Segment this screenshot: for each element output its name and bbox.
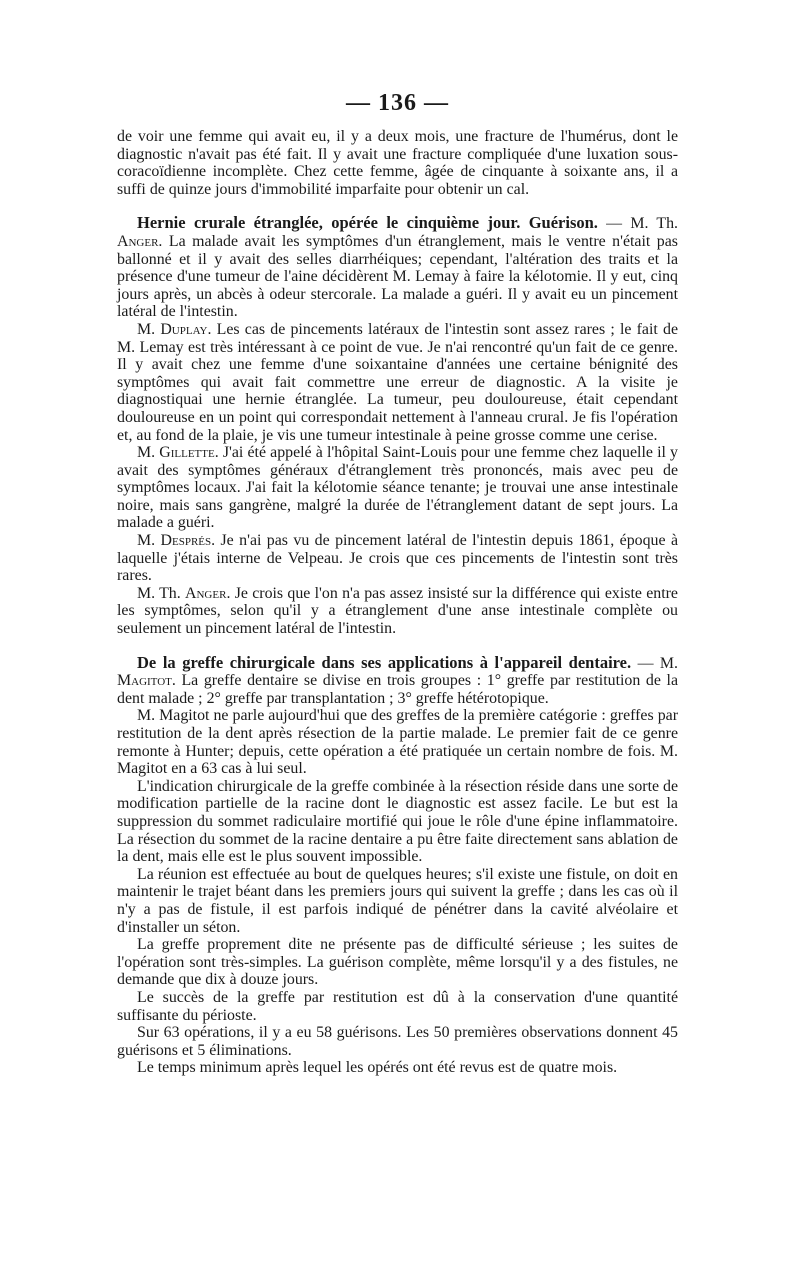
section-title-greffe: De la greffe chirurgicale dans ses applications à l'appareil dentaire. — [137, 652, 632, 672]
paragraph-greffe-proprement — [117, 936, 678, 989]
speaker-prefix: M. — [137, 444, 160, 462]
speaker-name: Anger — [185, 584, 227, 602]
paragraph-fracture-case — [117, 128, 678, 198]
page-number: — 136 — — [346, 90, 449, 116]
paragraph-text: . La malade avait les symptômes d'un étranglement, mais le ventre n'était pas ballonné et il y avait des selles diarrhéiques; cependant, l'altération des traits et la présence d'une tumeur de l'aine décidèrent M. Lemay à faire la kélotomie. Il y eut, cinq jours après, un abcès à odeur stercorale. La malade a guéri. Il y avait eu un pincement latéral de l'intestin. — [117, 232, 678, 321]
paragraph-text: M. Magitot ne parle aujourd'hui que des greffes de la première catégorie : greffes par restitution de la dent après résection de la partie malade. Le premier fait de ce genre remonte à Hunter; depuis, cette opération a été pratiquée un certain nombre de fois. M. Magitot en a 63 cas à lui seul. — [117, 707, 678, 778]
paragraph-hernie-crurale — [117, 214, 678, 321]
paragraph-text: Sur 63 opérations, il y a eu 58 guérisons. Les 50 premières observations donnent 45 guérisons et 5 éliminations. — [117, 1024, 678, 1059]
paragraph-succes — [117, 989, 678, 1024]
paragraph-duplay — [117, 321, 678, 444]
paragraph-text: . J'ai été appelé à l'hôpital Saint-Louis pour une femme chez laquelle il y avait des symptômes généraux d'étranglement très prononcés, mais avec peu de symptômes locaux. J'ai fait la kélotomie séance tenante; je trouvai une anse intestinale noire, mais sans gangrène, malgré la durée de l'étranglement datant de sept jours. La malade a guéri. — [117, 444, 678, 532]
section-title-hernie: Hernie crurale étranglée, opérée le cinquième jour. Guérison. — [137, 213, 598, 233]
paragraph-indication — [117, 778, 678, 866]
paragraph-despres — [117, 532, 678, 585]
paragraph-gillette — [117, 444, 678, 532]
speaker-prefix: M. — [137, 320, 161, 338]
paragraph-text: La greffe proprement dite ne présente pas de difficulté sérieuse ; les suites de l'opération sont très-simples. La guérison complète, même lorsqu'il y a des fistules, ne demande que dix à douze jours. — [117, 936, 678, 989]
speaker-name: Gillette — [159, 444, 215, 462]
speaker-prefix: M. — [137, 532, 161, 550]
paragraph-reunion — [117, 866, 678, 936]
paragraph-text: . Les cas de pincements latéraux de l'intestin sont assez rares ; le fait de M. Lemay est très intéressant à ce point de vue. Je n'ai rencontré qu'un fait de ce genre. Il y avait chez une femme d'une soixantaine d'années une certaine bénignité des symptômes qui avait fait commettre une erreur de diagnostic. A la visite je diagnostiquai une hernie étranglée. La tumeur, peu douloureuse, était cependant douloureuse en un point qui correspondait nettement à l'anneau crural. Je fis l'opération et, au fond de la plaie, je vis une tumeur intestinale à peine grosse comme une cerise. — [117, 320, 679, 444]
paragraph-statistiques — [117, 1024, 678, 1059]
paragraph-text: . Je n'ai pas vu de pincement latéral de l'intestin depuis 1861, époque à laquelle j'étais interne de Velpeau. Je crois que ces pincements de l'intestin sont très rares. — [117, 532, 678, 585]
speaker-prefix: M. Th. — [137, 584, 186, 602]
paragraph-text: . Je crois que l'on n'a pas assez insisté sur la différence qui existe entre les symptômes, selon qu'il y a étranglement d'une anse intestinale complète ou seulement un pincement latéral de l'intestin. — [117, 584, 678, 638]
paragraph-text: de voir une femme qui avait eu, il y a deux mois, une fracture de l'humérus, dont le diagnostic n'avait pas été fait. Il y avait une fracture compliquée d'une luxation sous-coracoïdienne incomplète. Chez cette femme, âgée de cinquante à soixante ans, il a suffi de quinze jours d'immobilité imparfaite pour obtenir un cal. — [117, 128, 678, 198]
paragraph-text: . La greffe dentaire se divise en trois groupes : 1° greffe par restitution de la dent malade ; 2° greffe par transplantation ; 3° greffe hétérotopique. — [117, 672, 678, 707]
paragraph-text: La réunion est effectuée au bout de quelques heures; s'il existe une fistule, on doit en maintenir le trajet béant dans les premiers jours qui suivent la greffe ; dans les cas où il n'y a pas de fistule, il est parfois indiqué de pénétrer dans la cavité alvéolaire et d'installer un séton. — [117, 865, 678, 936]
paragraph-text: L'indication chirurgicale de la greffe combinée à la résection réside dans une sorte de modification partielle de la racine dont le diagnostic est assez facile. Le but est la suppression du sommet radiculaire mortifié qui joue le rôle d'une épine inflammatoire. La résection du sommet de la racine dentaire a pu être faite directement sans ablation de la dent, mais elle est le plus souvent impossible. — [117, 777, 679, 866]
speaker-name: Duplay — [160, 320, 208, 338]
paragraph-greffe-dentaire — [117, 654, 678, 708]
paragraph-magitot-categories — [117, 707, 678, 777]
speaker-name: Després — [160, 532, 212, 550]
speaker-prefix: — M. Th. — [597, 215, 679, 233]
speaker-name: Anger — [117, 232, 159, 250]
speaker-prefix: — M. — [631, 654, 678, 672]
paragraph-text: Le succès de la greffe par restitution est dû à la conservation d'une quantité suffisante du périoste. — [117, 988, 678, 1024]
paragraph-anger — [117, 585, 678, 638]
speaker-name: Magitot — [117, 672, 172, 690]
paragraph-text: Le temps minimum après lequel les opérés ont été revus est de quatre mois. — [137, 1059, 618, 1077]
paragraph-temps-minimum — [117, 1059, 678, 1077]
